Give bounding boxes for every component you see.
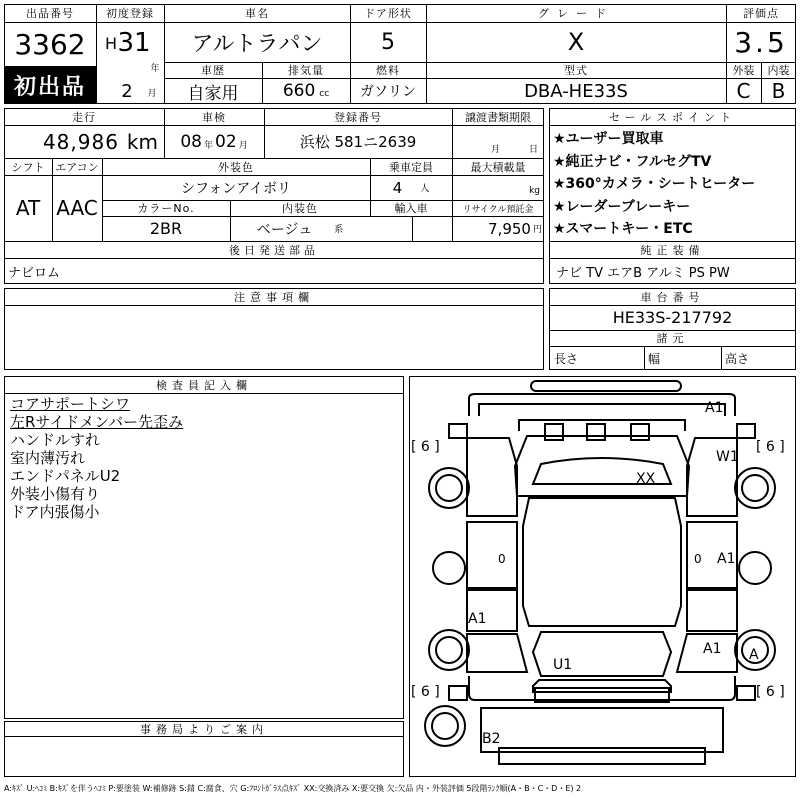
inspector-note: ハンドルすれ bbox=[10, 431, 101, 449]
length-label: 長さ bbox=[554, 351, 579, 366]
recycle-label: リサイクル預託金 bbox=[462, 204, 534, 215]
capacity bbox=[370, 175, 452, 200]
max-load-label: 最大積載量 bbox=[470, 160, 526, 174]
mileage-value: 48,986 bbox=[42, 129, 119, 154]
sales-point: ★360°カメラ・シートヒーター bbox=[553, 176, 756, 192]
interior-color bbox=[230, 216, 370, 241]
exterior-color: シフォンアイボリ bbox=[180, 180, 292, 197]
history-label: 車歴 bbox=[201, 64, 225, 77]
damage-mark: A1 bbox=[705, 400, 724, 416]
recycle-unit: 円 bbox=[532, 225, 542, 235]
inspection-label: 車検 bbox=[202, 110, 226, 124]
inspector-label: 検査員記入欄 bbox=[156, 378, 252, 392]
sales-points-label: セールスポイント bbox=[608, 110, 736, 124]
model-label: 型式 bbox=[564, 64, 588, 77]
chassis-number: HE33S-217792 bbox=[612, 308, 733, 327]
door-type: 5 bbox=[381, 29, 395, 55]
inspection-month-unit: 月 bbox=[238, 141, 248, 151]
height-label: 高さ bbox=[725, 351, 750, 366]
car-name: アルトラパン bbox=[191, 31, 323, 57]
car-outline-diagram bbox=[409, 376, 796, 777]
inspector-notes bbox=[10, 395, 400, 521]
era: H bbox=[104, 33, 118, 53]
sales-points-list bbox=[553, 128, 795, 241]
interior-color-unit: 系 bbox=[334, 225, 344, 235]
aircon-label: エアコン bbox=[55, 160, 99, 174]
inspector-note: 外装小傷有り bbox=[10, 485, 101, 503]
capacity-label: 乗車定員 bbox=[389, 160, 433, 174]
plate-number: 浜松 581ニ2639 bbox=[299, 133, 417, 151]
interior-color-value: ベージュ bbox=[256, 221, 313, 238]
damage-mark: A1 bbox=[703, 641, 722, 657]
import-label: 輸入車 bbox=[394, 202, 428, 215]
color-no: 2BR bbox=[149, 219, 183, 238]
max-load-unit: kg bbox=[529, 186, 540, 196]
shift: AT bbox=[15, 196, 41, 220]
model: DBA-HE33S bbox=[524, 80, 628, 102]
notes-label: 注意事項欄 bbox=[234, 290, 314, 304]
damage-mark: A1 bbox=[717, 551, 736, 567]
exterior-grade: C bbox=[736, 79, 751, 103]
mileage-unit: km bbox=[126, 129, 158, 154]
interior-color-label: 内装色 bbox=[282, 202, 318, 215]
reg-month: 2 bbox=[121, 80, 133, 102]
transfer-month: 月 bbox=[490, 144, 500, 155]
later-parts-label: 後日発送部品 bbox=[229, 243, 319, 257]
exterior-color-label: 外装色 bbox=[218, 160, 254, 174]
door-label: ドア形状 bbox=[364, 7, 412, 20]
equipment: ナビ TV エアB アルミ PS PW bbox=[556, 265, 730, 281]
displacement-unit: cc bbox=[319, 89, 330, 99]
capacity-value: 4 bbox=[392, 178, 403, 197]
fuel: ガソリン bbox=[360, 84, 416, 100]
inspection-month: 02 bbox=[215, 131, 237, 152]
grade-label: グレード bbox=[538, 7, 614, 20]
inspector-note: 室内薄汚れ bbox=[10, 449, 86, 467]
damage-mark: W1 bbox=[716, 449, 739, 465]
aircon: AAC bbox=[56, 196, 98, 220]
legend: A:ｷｽﾞ U:ﾍｺﾐ B:ｷｽﾞを伴うﾍｺﾐ P:要塗装 W:補修跡 S:錆 C:腐食、穴 G:ﾌﾛﾝﾄｶﾞﾗｽ点ｷｽﾞ XX:交換済み X:要交換 欠:欠品 内・外装評価 5段階ﾗﾝｸ順(A・B・C・D・E) 2 bbox=[4, 783, 582, 793]
first-listing-badge: 初出品 bbox=[4, 66, 96, 104]
lot-label: 出品番号 bbox=[26, 7, 74, 20]
score: 3.5 bbox=[734, 25, 788, 59]
interior-label: 内装 bbox=[767, 64, 790, 77]
transfer-day: 日 bbox=[528, 144, 538, 155]
lot-number: 3362 bbox=[14, 27, 86, 61]
inspector-note: コアサポートシワ bbox=[10, 395, 131, 413]
displacement bbox=[262, 78, 350, 104]
office-label: 事務局よりご案内 bbox=[140, 722, 268, 736]
damage-mark: XX bbox=[636, 471, 656, 487]
inspector-note: エンドパネルU2 bbox=[10, 467, 121, 485]
tire-mark: [ 6 ] bbox=[411, 684, 440, 700]
plate-label: 登録番号 bbox=[334, 110, 382, 124]
damage-mark: A1 bbox=[468, 611, 487, 627]
chassis-label: 車台番号 bbox=[640, 290, 705, 304]
tire-mark: [ 6 ] bbox=[411, 439, 440, 455]
reg-year: 31 bbox=[117, 28, 151, 58]
sales-point: ★純正ナビ・フルセグTV bbox=[553, 153, 712, 170]
inspector-note: ドア内張傷小 bbox=[10, 503, 100, 521]
shift-label: シフト bbox=[11, 160, 45, 174]
mileage-label: 走行 bbox=[72, 110, 96, 124]
history: 自家用 bbox=[187, 83, 239, 104]
mileage bbox=[4, 125, 164, 158]
inspection-year: 08 bbox=[180, 131, 202, 152]
score-label: 評価点 bbox=[743, 7, 779, 20]
recycle-value: 7,950 bbox=[488, 219, 531, 238]
zero-mark: 0 bbox=[498, 552, 506, 566]
inspector-note: 左Rサイドメンバー先歪み bbox=[10, 413, 184, 431]
exterior-label: 外装 bbox=[732, 64, 755, 77]
tire-mark: [ 6 ] bbox=[756, 684, 785, 700]
displacement-label: 排気量 bbox=[288, 64, 324, 77]
grade: X bbox=[567, 28, 585, 56]
damage-mark: U1 bbox=[553, 657, 573, 673]
transfer-label: 譲渡書類期限 bbox=[465, 110, 531, 124]
color-no-label: カラーNo. bbox=[137, 202, 195, 215]
inspection bbox=[164, 125, 264, 158]
reg-year-label: 初度登録 bbox=[106, 7, 154, 20]
interior-grade: B bbox=[771, 79, 786, 103]
equipment-label: 純正装備 bbox=[640, 243, 705, 257]
dimensions-label: 諸元 bbox=[656, 332, 689, 345]
sales-point: ★ユーザー買取車 bbox=[553, 131, 664, 147]
zero-mark: 0 bbox=[694, 552, 702, 566]
damage-mark: B2 bbox=[482, 731, 501, 747]
sales-point: ★スマートキー・ETC bbox=[553, 221, 693, 237]
fuel-label: 燃料 bbox=[376, 64, 400, 77]
tire-mark: [ 6 ] bbox=[756, 439, 785, 455]
car-name-label: 車名 bbox=[245, 7, 269, 20]
capacity-unit: 人 bbox=[420, 184, 430, 194]
later-parts: ナビロム bbox=[8, 265, 61, 281]
month-unit: 月 bbox=[147, 88, 157, 99]
year-unit: 年 bbox=[150, 63, 160, 74]
sales-point: ★レーダーブレーキー bbox=[553, 198, 691, 215]
inspection-year-unit: 年 bbox=[203, 141, 213, 151]
displacement-value: 660 bbox=[282, 81, 316, 101]
damage-mark: A bbox=[749, 647, 759, 663]
recycle-fee bbox=[452, 216, 544, 241]
width-label: 幅 bbox=[648, 351, 661, 366]
